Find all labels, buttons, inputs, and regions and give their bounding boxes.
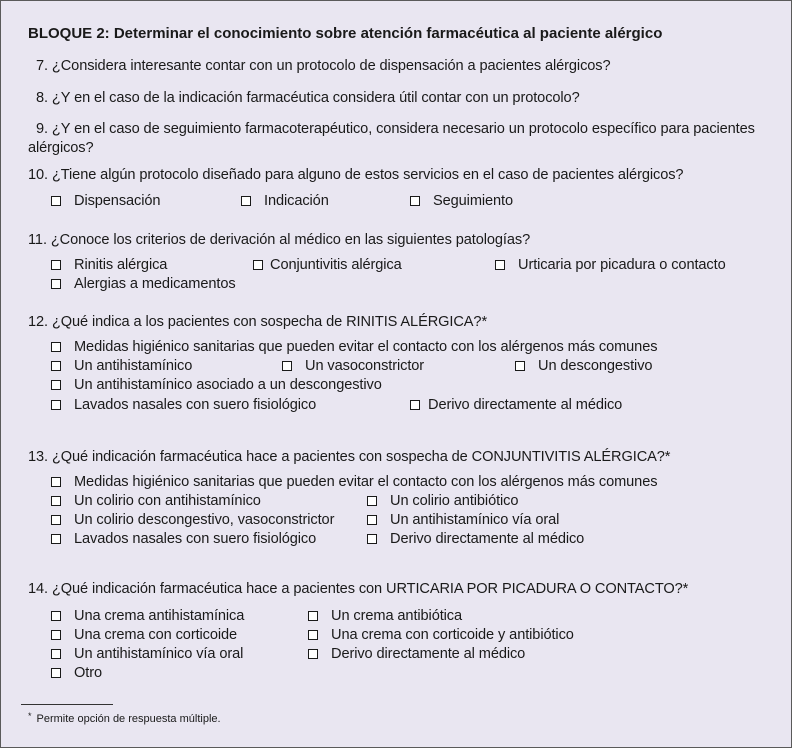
question-12: 12. ¿Qué indica a los pacientes con sospecha de RINITIS ALÉRGICA?* (28, 314, 488, 330)
checkbox[interactable] (51, 649, 61, 659)
q13-option-derivo[interactable]: Derivo directamente al médico (367, 531, 584, 547)
checkbox[interactable] (51, 668, 61, 678)
question-9: 9. ¿Y en el caso de seguimiento farmacoterapéutico, considera necesario un protocolo específico para pacientes alérgicos? (28, 121, 755, 156)
q12-option-antihistaminico[interactable]: Un antihistamínico (51, 358, 192, 374)
q14-option-antihistaminico-oral[interactable]: Un antihistamínico vía oral (51, 646, 243, 662)
q14-option-derivo[interactable]: Derivo directamente al médico (308, 646, 525, 662)
q10-option-dispensacion[interactable]: Dispensación (51, 193, 160, 209)
q12-option-lavados[interactable]: Lavados nasales con suero fisiológico (51, 397, 316, 413)
q12-option-asociado[interactable]: Un antihistamínico asociado a un descongestivo (51, 377, 382, 393)
q12-option-descongestivo[interactable]: Un descongestivo (515, 358, 652, 374)
q13-option-lavados[interactable]: Lavados nasales con suero fisiológico (51, 531, 316, 547)
q10-option-indicacion[interactable]: Indicación (241, 193, 329, 209)
q14-option-crema-antihistaminica[interactable]: Una crema antihistamínica (51, 608, 244, 624)
q11-option-medicamentos[interactable]: Alergias a medicamentos (51, 276, 236, 292)
footnote-text: Permite opción de respuesta múltiple. (36, 713, 221, 725)
q14-option-otro[interactable]: Otro (51, 665, 102, 681)
question-8: 8. ¿Y en el caso de la indicación farmacéutica considera útil contar con un protocolo? (36, 90, 580, 106)
question-14: 14. ¿Qué indicación farmacéutica hace a pacientes con URTICARIA POR PICADURA O CONTACTO?* (28, 581, 689, 597)
checkbox[interactable] (51, 260, 61, 270)
checkbox[interactable] (51, 196, 61, 206)
checkbox[interactable] (51, 496, 61, 506)
q13-option-colirio-antihistaminico[interactable]: Un colirio con antihistamínico (51, 493, 261, 509)
checkbox[interactable] (495, 260, 505, 270)
checkbox[interactable] (51, 400, 61, 410)
q10-option-seguimiento[interactable]: Seguimiento (410, 193, 513, 209)
checkbox[interactable] (51, 630, 61, 640)
q13-option-medidas[interactable]: Medidas higiénico sanitarias que pueden evitar el contacto con los alérgenos más comunes (51, 474, 657, 490)
block-title: BLOQUE 2: Determinar el conocimiento sobre atención farmacéutica al paciente alérgico (28, 25, 663, 42)
q13-option-colirio-descongestivo[interactable]: Un colirio descongestivo, vasoconstrictor (51, 512, 334, 528)
checkbox[interactable] (51, 380, 61, 390)
checkbox[interactable] (51, 611, 61, 621)
checkbox[interactable] (51, 534, 61, 544)
footnote (28, 713, 221, 725)
q11-option-urticaria[interactable]: Urticaria por picadura o contacto (495, 257, 726, 273)
q13-option-colirio-antibiotico[interactable]: Un colirio antibiótico (367, 493, 518, 509)
q12-option-medidas[interactable]: Medidas higiénico sanitarias que pueden evitar el contacto con los alérgenos más comunes (51, 339, 657, 355)
question-7: 7. ¿Considera interesante contar con un protocolo de dispensación a pacientes alérgicos? (36, 58, 611, 74)
checkbox[interactable] (367, 534, 377, 544)
checkbox[interactable] (410, 400, 420, 410)
checkbox[interactable] (51, 342, 61, 352)
q12-option-vasoconstrictor[interactable]: Un vasoconstrictor (282, 358, 424, 374)
q13-option-antihistaminico-oral[interactable]: Un antihistamínico vía oral (367, 512, 559, 528)
checkbox[interactable] (253, 260, 263, 270)
checkbox[interactable] (282, 361, 292, 371)
checkbox[interactable] (308, 630, 318, 640)
checkbox[interactable] (51, 515, 61, 525)
question-10: 10. ¿Tiene algún protocolo diseñado para alguno de estos servicios en el caso de pacientes alérgicos? (28, 167, 684, 183)
question-13: 13. ¿Qué indicación farmacéutica hace a pacientes con sospecha de CONJUNTIVITIS ALÉRGICA?* (28, 449, 671, 465)
footnote-divider (21, 704, 113, 705)
checkbox[interactable] (51, 477, 61, 487)
q12-option-derivo[interactable]: Derivo directamente al médico (410, 397, 622, 413)
checkbox[interactable] (308, 649, 318, 659)
checkbox[interactable] (367, 496, 377, 506)
question-11: 11. ¿Conoce los criterios de derivación al médico en las siguientes patologías? (28, 232, 531, 248)
footnote-mark: * (28, 711, 32, 721)
checkbox[interactable] (515, 361, 525, 371)
q11-option-conjuntivitis[interactable]: Conjuntivitis alérgica (253, 257, 402, 273)
checkbox[interactable] (410, 196, 420, 206)
checkbox[interactable] (308, 611, 318, 621)
checkbox[interactable] (367, 515, 377, 525)
q14-option-crema-antibiotica[interactable]: Un crema antibiótica (308, 608, 462, 624)
q14-option-crema-corticoide-antibiotico[interactable]: Una crema con corticoide y antibiótico (308, 627, 574, 643)
q14-option-crema-corticoide[interactable]: Una crema con corticoide (51, 627, 237, 643)
checkbox[interactable] (51, 279, 61, 289)
checkbox[interactable] (51, 361, 61, 371)
checkbox[interactable] (241, 196, 251, 206)
q11-option-rinitis[interactable]: Rinitis alérgica (51, 257, 167, 273)
